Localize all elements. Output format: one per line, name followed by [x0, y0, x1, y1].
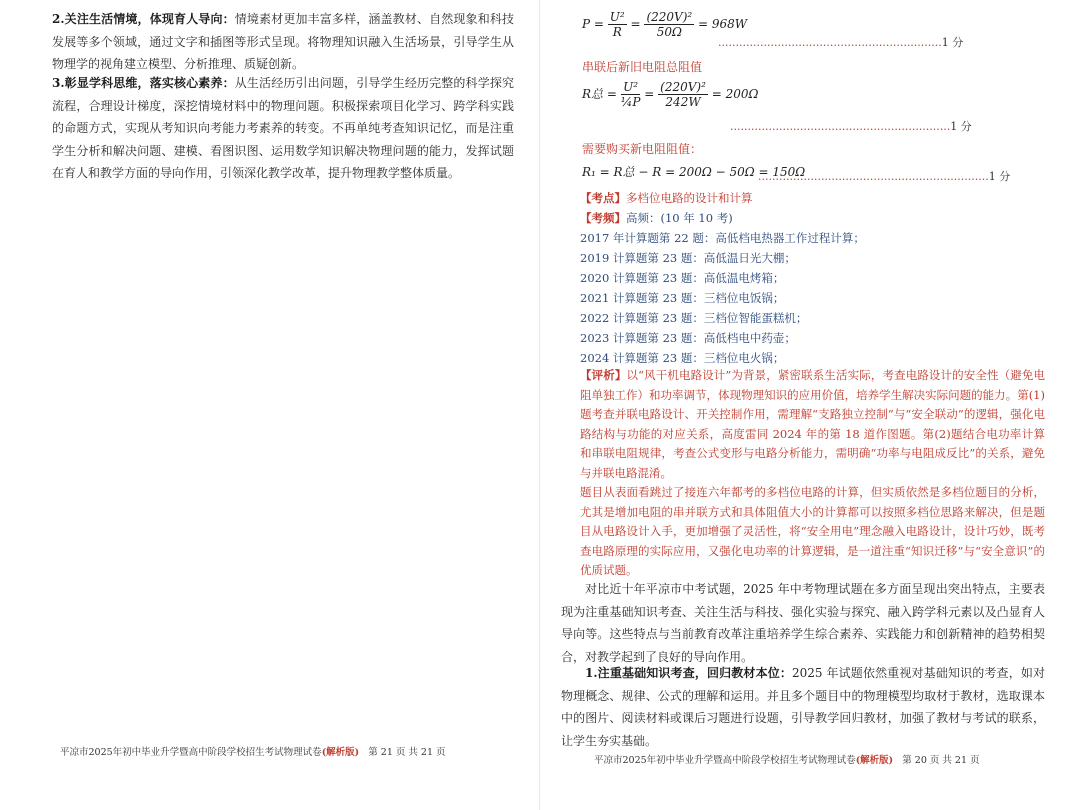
- paragraph-body: 2025 年试题依然重视对基础知识的考查，如对物理概念、规律、公式的理解和运用。并且多个题目中的物理模型均取材于教材，选取课本中的图片、阅读材料或课后习题进行设题，引导教学回归教材，加强了教材与考试的联系，让学生夯实基础。: [561, 666, 1045, 748]
- analysis-tag: 【评析】: [580, 368, 627, 382]
- paragraph-heading: 2.关注生活情境，体现育人导向：: [52, 12, 235, 26]
- fraction-numerator: U²: [621, 80, 641, 95]
- footer-page-number: 第 21 页 共 21 页: [368, 747, 446, 758]
- fraction: [644, 10, 694, 39]
- formula-lhs: R总 =: [582, 87, 617, 101]
- score-value: 1 分: [950, 120, 972, 133]
- new-resistance-label: 需要购买新电阻阻值：: [582, 142, 703, 156]
- footer-title: 平凉市2025年初中毕业升学暨高中阶段学校招生考试物理试卷: [60, 747, 322, 758]
- exam-frequency-text: 高频：(10 年 10 考): [626, 211, 733, 225]
- paragraph-body: 情境素材更加丰富多样，涵盖教材、自然现象和科技发展等多个领域，通过文字和插图等形式呈现。将物理知识融入生活场景，引导学生从物理学的视角建立模型、分析推理、质疑创新。: [52, 12, 514, 71]
- fraction: [608, 10, 627, 39]
- history-item: 2021 计算题第 23 题：三档位电饭锅；: [580, 291, 785, 305]
- history-item: 2017 年计算题第 22 题：高低档电热器工作过程计算；: [580, 231, 865, 245]
- score-line: ..................................................................1 分: [758, 170, 1011, 183]
- score-line: ...............................................................1 分: [730, 120, 972, 133]
- exam-point: [580, 190, 753, 206]
- formula-total-resistance: [582, 80, 758, 109]
- paragraph-body: 从生活经历引出问题，引导学生经历完整的科学探究流程，合理设计梯度，深挖情境材料中的物理问题。积极探索项目化学习、跨学科实践的命题方式，实现从考知识向考能力考素养的转变。不再单纯考查知识记忆，而是注重学生分析和解决问题、建模、看图识图、运用数学知识解决物理问题的能力，发挥试题在育人和教学方面的导向作用，引领深化教学改革，提升物理教学整体质量。: [52, 76, 514, 180]
- fraction-numerator: U²: [609, 10, 625, 24]
- fraction: [658, 80, 708, 109]
- exam-frequency-tag: 【考频】: [580, 211, 626, 225]
- fraction-denominator: 242W: [665, 95, 701, 109]
- footer-page-number: 第 20 页 共 21 页: [902, 755, 980, 766]
- paragraph-life-context: [52, 8, 514, 76]
- fraction: [621, 80, 641, 109]
- history-item: 2019 计算题第 23 题：高低温日光大棚；: [580, 251, 796, 265]
- formula-result: = 968W: [698, 17, 748, 31]
- analysis-block: [580, 366, 1045, 483]
- paragraph-subject-thinking: [52, 72, 514, 185]
- fraction-denominator: R: [612, 25, 622, 39]
- history-item: 2023 计算题第 23 题：高低档电中药壶；: [580, 331, 796, 345]
- score-value: 1 分: [941, 36, 964, 49]
- page-footer: [60, 744, 446, 758]
- history-item: 2020 计算题第 23 题：高低温电烤箱；: [580, 271, 785, 285]
- fraction-numerator: (220V)²: [646, 10, 693, 24]
- formula-equals: =: [630, 17, 641, 31]
- formula-lhs: P =: [582, 17, 604, 31]
- fraction-numerator: (220V)²: [660, 80, 706, 94]
- series-resistance-label: 串联后新旧电阻总阻值: [582, 60, 703, 74]
- formula-new-resistance: R₁ = R总 − R = 200Ω − 50Ω = 150Ω: [582, 165, 806, 179]
- page-footer: [594, 752, 980, 766]
- formula-result: = 200Ω: [711, 87, 759, 101]
- summary-paragraph: 对比近十年平凉市中考试题，2025 年中考物理试题在多方面呈现出突出特点，主要表现为注重基础知识考查、关注生活与科技、强化实验与探究、融入跨学科元素以及凸显育人导向等。这些特点与当前教育改革注重培养学生综合素养、实践能力和创新精神的趋势相契合，对教学起到了良好的导向作用。: [561, 582, 1045, 664]
- exam-point-text: 多档位电路的设计和计算: [626, 191, 753, 205]
- paragraph-heading: 1.注重基础知识考查，回归教材本位：: [585, 666, 793, 680]
- history-item: 2024 计算题第 23 题：三档位电火锅；: [580, 351, 785, 365]
- analysis-text: 以“风干机电路设计”为背景，紧密联系生活实际，考查电路设计的安全性（避免电阻单独工作）和功率调节，体现物理知识的应用价值，培养学生解决实际问题的能力。第(1)题考查并联电路设计、开关控制作用，需理解“支路独立控制”与“安全联动”的逻辑，强化电路结构与功能的对应关系，高度雷同 2024 年的第 18 道作图题。第(2)题结合电功率计算和串联电阻规律，考查公式变形与电路分析能力，需明确“功率与电阻成反比”的关系，避免与并联电路混淆。: [580, 368, 1045, 480]
- fraction-denominator: ¼P: [620, 95, 641, 109]
- exam-point-tag: 【考点】: [580, 191, 626, 205]
- paragraph-heading: 3.彰显学科思维，落实核心素养：: [52, 76, 235, 90]
- footer-edition-tag: (解析版): [321, 747, 360, 758]
- history-item: 2022 计算题第 23 题：三档位智能蛋糕机；: [580, 311, 808, 325]
- fraction-denominator: 50Ω: [656, 25, 682, 39]
- footer-title: 平凉市2025年初中毕业升学暨高中阶段学校招生考试物理试卷: [594, 755, 856, 766]
- point1-paragraph: [561, 662, 1045, 752]
- score-value: 1 分: [988, 170, 1011, 183]
- score-line: ................................................................1 分: [718, 36, 964, 49]
- formula-equals: =: [644, 87, 655, 101]
- analysis-paragraph-2: 题目从表面看跳过了接连六年都考的多档位电路的计算，但实质依然是多档位题目的分析，尤其是增加电阻的串并联方式和具体阻值大小的计算都可以按照多档位思路来解决，但是题目从电路设计入手，更加增强了灵活性，将“安全用电”理念融入电路设计，设计巧妙，既考查电路原理的实际应用，又强化电功率的计算逻辑，是一道注重“知识迁移”与“安全意识”的优质试题。: [580, 485, 1045, 577]
- exam-frequency: [580, 210, 733, 226]
- footer-edition-tag: (解析版): [855, 755, 894, 766]
